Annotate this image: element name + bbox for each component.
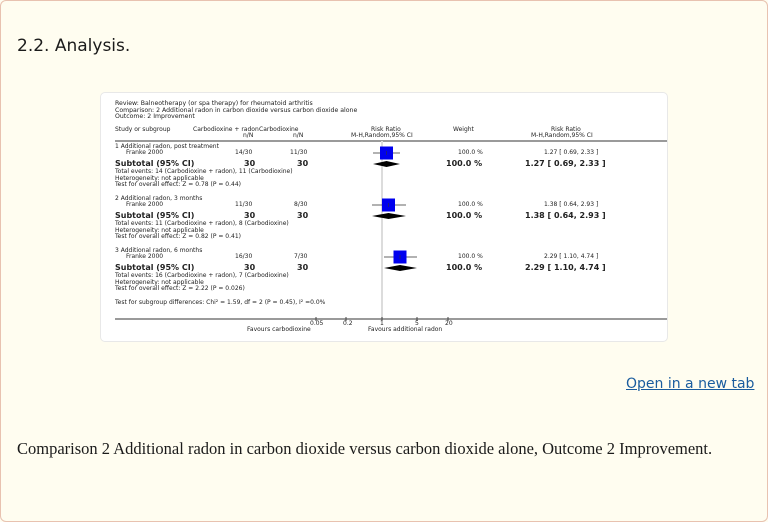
subgroup-2-study: Franke 2000 xyxy=(126,201,164,208)
subgroup-3-sub-exp: 30 xyxy=(244,263,256,272)
subtotal-3-diamond xyxy=(384,265,417,271)
col-ctrl-sub: n/N xyxy=(293,132,304,139)
col-exp: Carbodioxine + radon xyxy=(193,126,259,133)
subgroup-3-sub-weight: 100.0 % xyxy=(446,263,483,272)
study-2-marker xyxy=(372,199,406,212)
subgroup-2-sub-exp: 30 xyxy=(244,211,256,220)
subgroup-1-effect: Test for overall effect: Z = 0.78 (P = 0.44) xyxy=(115,181,241,188)
subgroup-1-heterogeneity: Heterogeneity: not applicable xyxy=(115,174,204,182)
tick-label-3: 5 xyxy=(415,320,419,327)
col-rr: Risk Ratio xyxy=(371,126,401,133)
forest-plot-figure xyxy=(100,92,668,342)
tick-label-4: 20 xyxy=(445,320,453,327)
col-rr-sub: M-H,Random,95% CI xyxy=(351,132,413,139)
subgroup-differences-test: Test for subgroup differences: Chi² = 1.59, df = 2 (P = 0.45), I² =0.0% xyxy=(115,299,326,306)
subgroup-3-ctrl: 7/30 xyxy=(294,253,308,260)
favours-left-label: Favours carbodioxine xyxy=(247,326,311,333)
subgroup-2-ctrl: 8/30 xyxy=(294,201,308,208)
subgroup-3-sub-rr: 2.29 [ 1.10, 4.74 ] xyxy=(525,263,606,272)
forest-plot-graphics xyxy=(101,93,667,341)
subgroup-1-ctrl: 11/30 xyxy=(290,149,308,156)
favours-right-label: Favours additional radon xyxy=(368,326,443,333)
col-study: Study or subgroup xyxy=(115,126,171,133)
open-in-new-tab-link[interactable]: Open in a new tab xyxy=(626,376,755,392)
subgroup-3-rr: 2.29 [ 1.10, 4.74 ] xyxy=(544,253,599,260)
study-3-marker xyxy=(384,251,417,264)
col-rr2-sub: M-H,Random,95% CI xyxy=(531,132,593,139)
subgroup-1-title: 1 Additional radon, post treatment xyxy=(115,143,219,150)
subtotal-1-diamond xyxy=(373,161,400,167)
subgroup-1-sub-ctrl: 30 xyxy=(297,159,309,168)
subgroup-1-sub-exp: 30 xyxy=(244,159,256,168)
subgroup-1-sub-rr: 1.27 [ 0.69, 2.33 ] xyxy=(525,159,606,168)
subgroup-1-weight: 100.0 % xyxy=(458,149,483,156)
comparison-label: Comparison: 2 Additional radon in carbon dioxide versus carbon dioxide alone xyxy=(115,106,358,114)
subgroup-1-exp: 14/30 xyxy=(235,149,253,156)
subgroup-3-heterogeneity: Heterogeneity: not applicable xyxy=(115,278,204,286)
tick-label-1: 0.2 xyxy=(343,320,353,327)
subgroup-2-rr: 1.38 [ 0.64, 2.93 ] xyxy=(544,201,599,208)
subgroup-3-effect: Test for overall effect: Z = 2.22 (P = 0.026) xyxy=(115,285,245,292)
subgroup-2-exp: 11/30 xyxy=(235,201,253,208)
subgroup-3-events: Total events: 16 (Carbodioxine + radon), 7 (Carbodioxine) xyxy=(115,272,289,279)
outcome-label: Outcome: 2 Improvement xyxy=(115,113,195,120)
subgroup-3-sub-ctrl: 30 xyxy=(297,263,309,272)
section-heading: 2.2. Analysis. xyxy=(17,36,131,56)
subgroup-1-sub-weight: 100.0 % xyxy=(446,159,483,168)
review-label: Review: Balneotherapy (or spa therapy) for rheumatoid arthritis xyxy=(115,100,313,107)
col-exp-sub: n/N xyxy=(243,132,254,139)
subgroup-2-heterogeneity: Heterogeneity: not applicable xyxy=(115,226,204,234)
subgroup-3-exp: 16/30 xyxy=(235,253,253,260)
subgroup-1-events: Total events: 14 (Carbodioxine + radon), 11 (Carbodioxine) xyxy=(115,168,293,175)
subtotal-2-diamond xyxy=(372,213,406,219)
subgroup-2-weight: 100.0 % xyxy=(458,201,483,208)
col-weight: Weight xyxy=(453,126,474,133)
study-1-marker xyxy=(373,147,400,160)
subgroup-3-study: Franke 2000 xyxy=(126,253,164,260)
subgroup-2-events: Total events: 11 (Carbodioxine + radon), 8 (Carbodioxine) xyxy=(115,220,289,227)
subgroup-2-sub-rr: 1.38 [ 0.64, 2.93 ] xyxy=(525,211,606,220)
subgroup-2-subtotal: Subtotal (95% CI) xyxy=(115,211,195,220)
subgroup-1-study: Franke 2000 xyxy=(126,149,164,156)
col-rr2: Risk Ratio xyxy=(551,126,581,133)
subgroup-3-weight: 100.0 % xyxy=(458,253,483,260)
tick-label-2: 1 xyxy=(380,320,384,327)
subgroup-2-effect: Test for overall effect: Z = 0.82 (P = 0.41) xyxy=(115,233,241,240)
subgroup-3-title: 3 Additional radon, 6 months xyxy=(115,247,203,254)
figure-caption: Comparison 2 Additional radon in carbon dioxide versus carbon dioxide alone, Outcome 2 Improvement. xyxy=(17,439,713,458)
subgroup-2-title: 2 Additional radon, 3 months xyxy=(115,195,203,202)
subgroup-1-rr: 1.27 [ 0.69, 2.33 ] xyxy=(544,149,599,156)
col-ctrl: Carbodioxine xyxy=(259,126,299,133)
subgroup-3-subtotal: Subtotal (95% CI) xyxy=(115,263,195,272)
tick-label-0: 0.05 xyxy=(310,320,324,327)
subgroup-1-subtotal: Subtotal (95% CI) xyxy=(115,159,195,168)
subgroup-2-sub-ctrl: 30 xyxy=(297,211,309,220)
subgroup-2-sub-weight: 100.0 % xyxy=(446,211,483,220)
